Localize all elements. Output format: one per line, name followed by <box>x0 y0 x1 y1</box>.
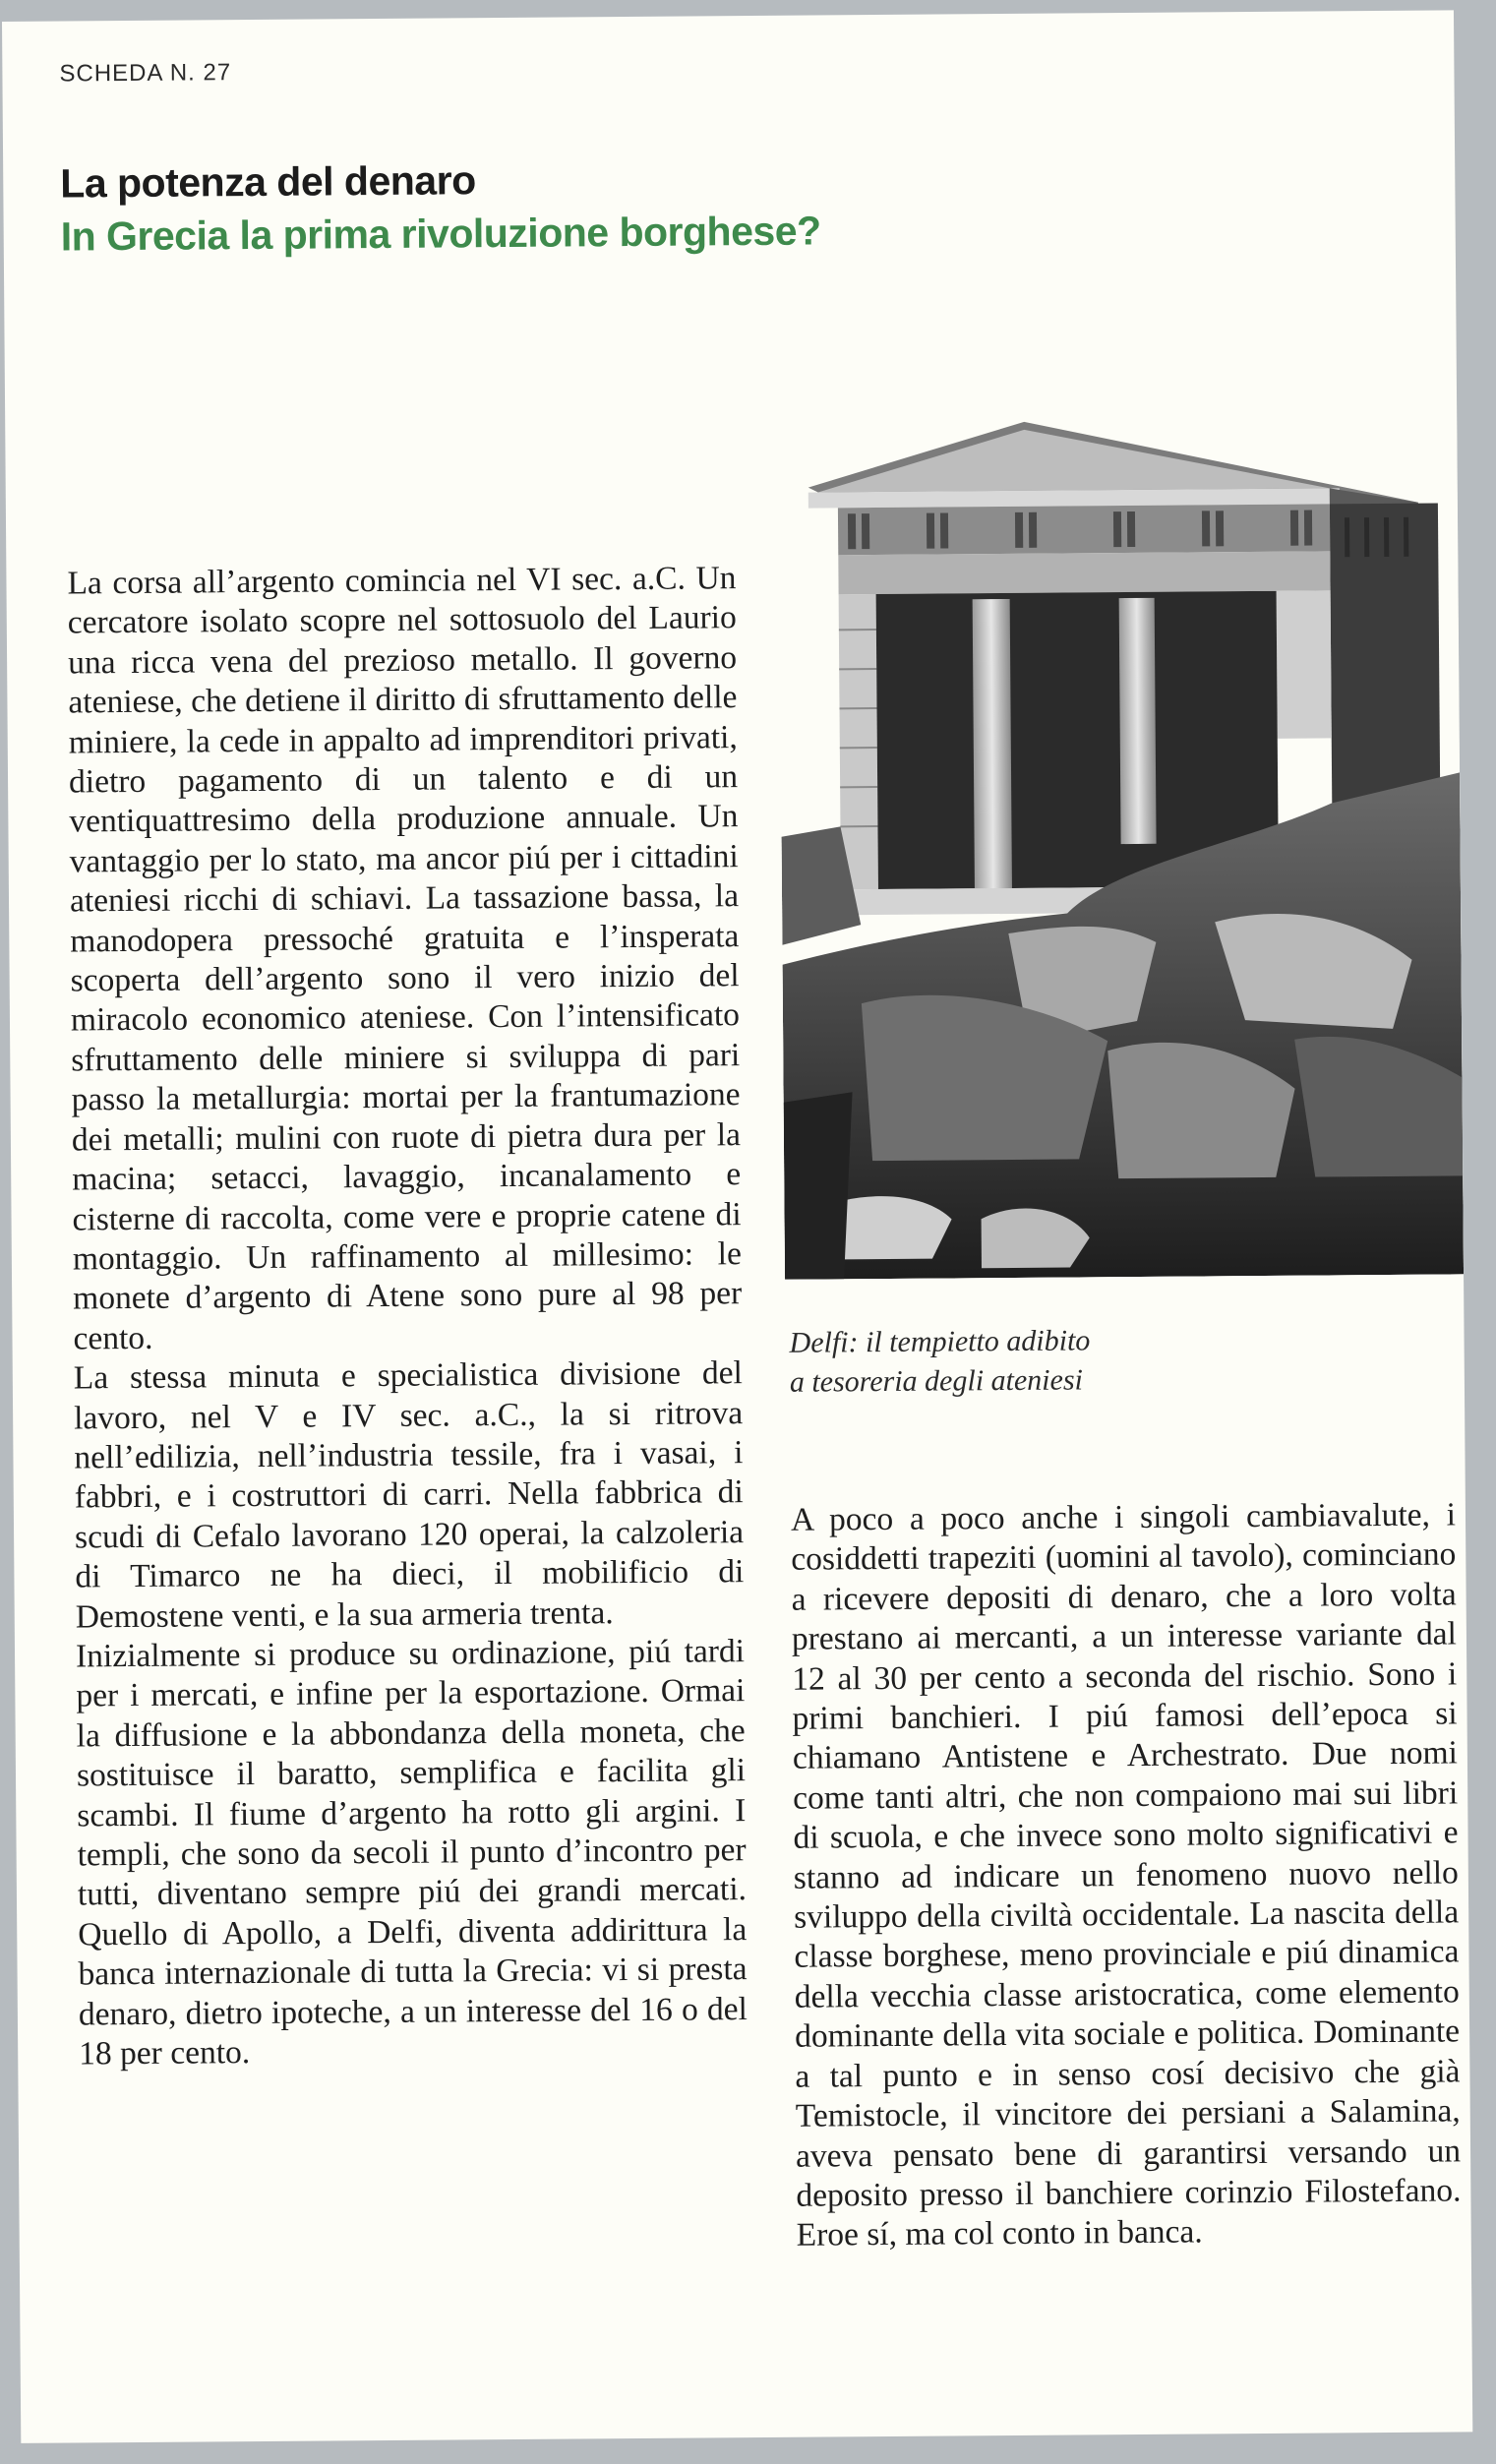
page-subtitle: In Grecia la prima rivoluzione borghese? <box>60 208 821 260</box>
paragraph: La stessa minuta e specialistica divisione del lavoro, nel V e IV sec. a.C., la si ritrova nell’edilizia, nell’industria tessile, fra i vasai, i fabbri, e i costruttori di carri. Nella fabbrica di scudi di Cefalo lavorano 120 operai, la calzoleria di Timarco ne ha dieci, il mobilificio di Demostene venti, e la sua armeria trenta. <box>73 1354 745 1636</box>
page-title: La potenza del denaro <box>60 157 476 207</box>
paragraph: A poco a poco anche i singoli cambiavalute, i cosiddetti trapeziti (uomini al tavolo), cominciano a ricevere depositi di denaro, che a loro volta prestano ai mercanti, a un interesse variante dal 12 al 30 per cento a seconda del rischio. Sono i primi banchieri. I piú famosi dell’epoca si chiamano Antistene e Archestrato. Due nomi come tanti altri, che non compaiono mai sui libri di scuola, e che invece sono molto significativi e stanno ad indicare un fenomeno nuovo nello sviluppo della civiltà occidentale. La nascita della classe borghese, meno provinciale e piú dinamica della vecchia classe aristocratica, come elemento dominante della vita sociale e politica. Dominante a tal punto e in senso cosí decisivo che già Temistocle, il vincitore dei persiani a Salamina, aveva pensato bene di garantirsi versando un deposito presso il banchiere corinzio Filostefano. Eroe sí, ma col conto in banca. <box>790 1496 1462 2254</box>
temple-photo <box>778 408 1464 1279</box>
left-column <box>67 559 748 2074</box>
document-page <box>2 10 1472 2443</box>
sheet-number: SCHEDA N. 27 <box>59 59 232 88</box>
caption-line: Delfi: il tempietto adibito <box>789 1324 1091 1359</box>
paragraph: La corsa all’argento comincia nel VI sec. a.C. Un cercatore isolato scopre nel sottosuolo del Laurio una ricca vena del prezioso metallo. Il governo ateniese, che detiene il diritto di sfruttamento delle miniere, la cede in appalto ad imprenditori privati, dietro pagamento di un talento e di un ventiquattresimo della produzione annuale. Un vantaggio per lo stato, ma ancor piú per i cittadini ateniesi ricchi di schiavi. La tassazione bassa, la manodopera pressoché gratuita e l’insperata scoperta dell’argento sono il vero inizio del miracolo economico ateniese. Con l’intensificato sfruttamento delle miniere si sviluppa di pari passo la metallurgia: mortai per la frantumazione dei metalli; mulini con ruote di pietra dura per la macina; setacci, lavaggio, incanalamento e cisterne di raccolta, come vere e proprie catene di montaggio. Un raffinamento al millesimo: le monete d’argento di Atene sono pure al 98 per cento. <box>67 560 743 1357</box>
photo-caption <box>789 1320 1301 1403</box>
paragraph: Inizialmente si produce su ordinazione, piú tardi per i mercati, e infine per la esportazione. Ormai la diffusione e la abbondanza della moneta, che sostituisce il baratto, semplifica e facilita gli scambi. Il fiume d’argento ha rotto gli argini. I templi, che sono da secoli il punto d’incontro per tutti, diventano sempre piú dei grandi mercati. Quello di Apollo, a Delfi, diventa addirittura la banca internazionale di tutta la Grecia: vi si presta denaro, dietro ipoteche, a un interesse del 16 o del 18 per cento. <box>75 1633 748 2073</box>
right-column <box>791 1495 1462 2255</box>
caption-line: a tesoreria degli ateniesi <box>789 1363 1084 1399</box>
